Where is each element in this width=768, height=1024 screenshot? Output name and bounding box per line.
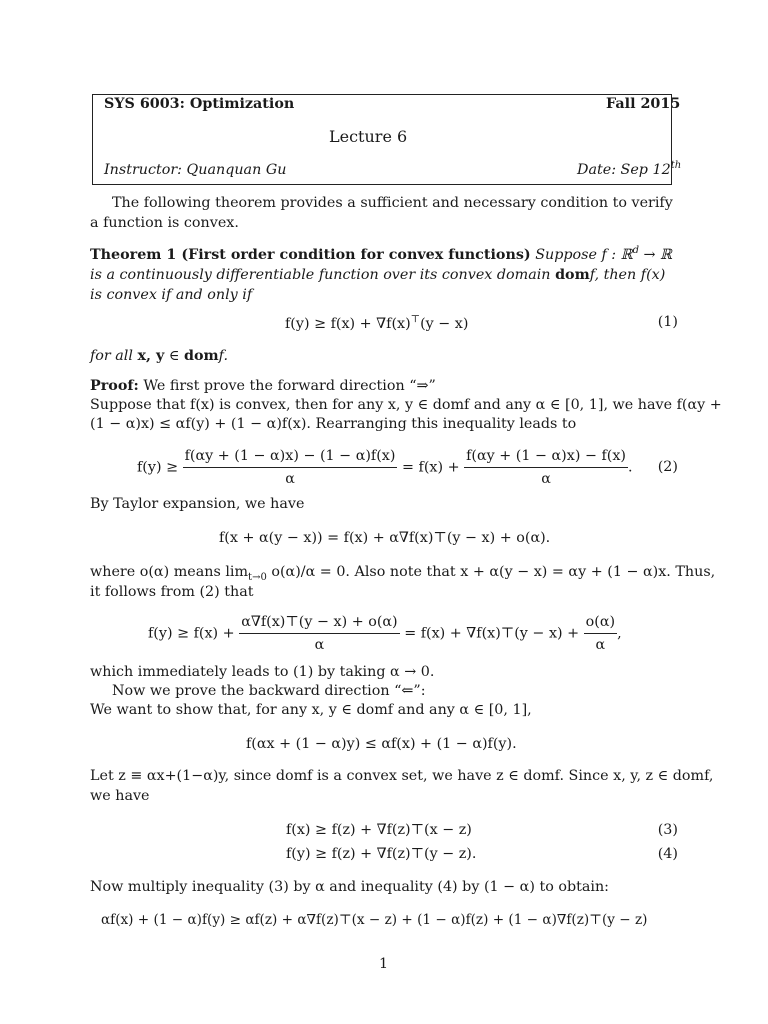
proof-label: Proof: (90, 378, 139, 394)
let-line-1: Let z ≡ αx+(1−α)y, since domf is a convex set, we have z ∈ domf. Since x, y, z ∈ domf, (90, 768, 714, 784)
proof-line-2: Suppose that f(x) is convex, then for any x, y ∈ domf and any α ∈ [0, 1], we have f(αy + (90, 397, 722, 413)
equation-1-number: (1) (657, 314, 678, 330)
where-line-1: where o(α) means $\lim_{t\to 0} o(\alpha)/\alpha = 0$. Also note that x + α(y − x) = αy + (1 − α)x. Thus, (90, 564, 716, 583)
equation-2-number: (2) (657, 459, 678, 475)
equation-4-number: (4) (657, 846, 678, 862)
intro-paragraph: The following theorem provides a sufficient and necessary condition to verify a function is convex. (90, 195, 673, 231)
proof-line-1: Proof: We first prove the forward direction “⇒” (90, 378, 436, 394)
theorem-heading: Theorem 1 (First order condition for convex functions) (90, 246, 531, 263)
date-label: Date: Sep 12th (577, 160, 682, 178)
backward-line: Now we prove the backward direction “⇐”: (112, 683, 426, 699)
taylor-fraction-1: $\frac{\alpha\nabla f(x)⊤(y - x) + o(\alpha)}{\alpha}$ (241, 614, 398, 653)
where-line-2: it follows from (2) that (90, 584, 254, 600)
taylor-fraction-equation: f(y) ≥ f(x) + $\frac{\alpha\nabla f(x)⊤(y - x) + o(\alpha)}{\alpha}$ = f(x) + ∇f(x)⊤(y − x) + $\frac{o(\alpha)}{\alpha}$ , (148, 614, 622, 653)
convexity-target-equation: f(αx + (1 − α)y) ≤ αf(x) + (1 − α)f(y). (246, 736, 517, 752)
forall-line: for all x, y ∈ domf. (90, 348, 228, 364)
equation-2-fraction-1: $\frac{f(\alpha y + (1 - \alpha)x) - (1 - \alpha)f(x)}{\alpha}$ (184, 448, 396, 487)
equation-1: f(y) ≥ f(x) + ∇f(x)⊤(y − x) (285, 314, 469, 332)
equation-3: f(x) ≥ f(z) + ∇f(z)⊤(x − z) (286, 822, 472, 838)
equation-2: f(y) ≥ $\frac{f(\alpha y + (1 - \alpha)x) - (1 - \alpha)f(x)}{\alpha}$ = f(x) + $\frac{f(\alpha y + (1 - \alpha)x) - f(x)}{\alpha}$ . (137, 448, 633, 487)
equation-3-number: (3) (657, 822, 678, 838)
proof-line-3: (1 − α)x) ≤ αf(y) + (1 − α)f(x). Rearranging this inequality leads to (90, 416, 577, 432)
theorem-text: Suppose f : ℝ$^d$ → ℝ is a continuously differentiable function over its convex domain domf, then f(x) is convex if and only if (90, 245, 672, 303)
leads-line: which immediately leads to (1) by taking α → 0. (90, 664, 435, 680)
instructor-label: Instructor: Quanquan Gu (104, 162, 287, 178)
taylor-fraction-2: $\frac{o(\alpha)}{\alpha}$ (585, 614, 616, 653)
want-line: We want to show that, for any x, y ∈ domf and any α ∈ [0, 1], (90, 702, 532, 718)
course-title: SYS 6003: Optimization (104, 96, 295, 112)
equation-2-fraction-2: $\frac{f(\alpha y + (1 - \alpha)x) - f(x)}{\alpha}$ (466, 448, 626, 487)
final-equation: αf(x) + (1 − α)f(y) ≥ αf(z) + α∇f(z)⊤(x − z) + (1 − α)f(z) + (1 − α)∇f(z)⊤(y − z) (101, 912, 648, 928)
multiply-line: Now multiply inequality (3) by α and inequality (4) by (1 − α) to obtain: (90, 879, 609, 895)
lecture-title: Lecture 6 (329, 127, 408, 146)
taylor-intro: By Taylor expansion, we have (90, 496, 305, 512)
page-number: 1 (379, 956, 389, 972)
let-line-2: we have (90, 788, 150, 804)
equation-4: f(y) ≥ f(z) + ∇f(z)⊤(y − z). (286, 846, 477, 862)
taylor-equation: f(x + α(y − x)) = f(x) + α∇f(x)⊤(y − x) + o(α). (219, 530, 551, 546)
theorem-block (90, 241, 680, 305)
term-label: Fall 2015 (606, 96, 681, 112)
